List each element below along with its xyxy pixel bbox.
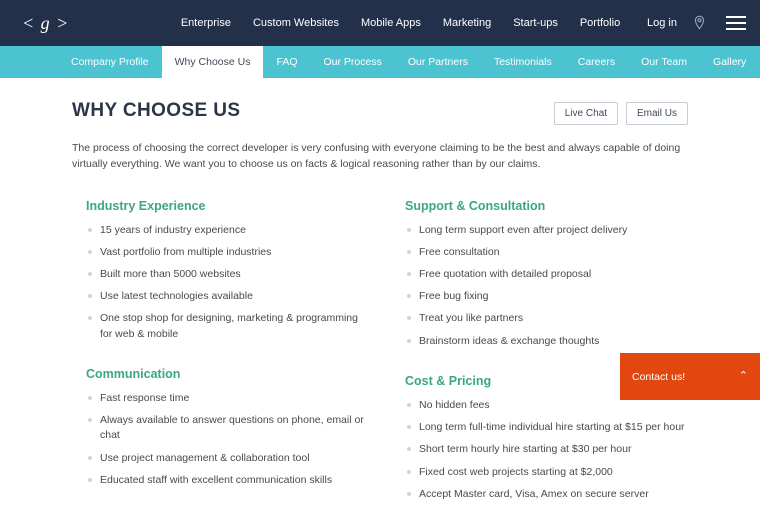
login-link[interactable]: Log in xyxy=(647,17,677,29)
list-item: Always available to answer questions on phone, email or chat xyxy=(86,413,369,450)
nav-item-custom-websites[interactable]: Custom Websites xyxy=(252,17,339,29)
secondary-nav xyxy=(0,46,760,78)
page-title: WHY CHOOSE US xyxy=(72,100,241,121)
nav-item-marketing[interactable]: Marketing xyxy=(442,17,492,29)
nav-item-enterprise[interactable]: Enterprise xyxy=(180,17,231,29)
list-item: Fixed cost web projects starting at $2,000 xyxy=(405,465,688,487)
burger-line xyxy=(726,16,746,18)
benefits-columns xyxy=(72,193,688,527)
list-item: Free consultation xyxy=(405,245,688,267)
subnav-item-testimonials[interactable]: Testimonials xyxy=(493,56,552,68)
list-item: Long term full-time individual hire starting at $15 per hour xyxy=(405,420,688,442)
primary-nav xyxy=(172,17,629,29)
subnav-item-why-choose-us[interactable]: Why Choose Us xyxy=(162,46,264,78)
burger-line xyxy=(726,22,746,24)
list-item: Educated staff with excellent communication skills xyxy=(86,473,369,495)
hamburger-menu-icon[interactable] xyxy=(726,16,746,30)
list-item: Long term support even after project delivery xyxy=(405,223,688,245)
list-item: Treat you like partners xyxy=(405,311,688,333)
live-chat-button[interactable]: Live Chat xyxy=(554,102,618,125)
list-item: Free quotation with detailed proposal xyxy=(405,267,688,289)
map-pin-icon[interactable] xyxy=(693,15,706,31)
top-navigation-bar xyxy=(0,0,760,46)
list-item: One stop shop for designing, marketing & programming for web & mobile xyxy=(86,311,369,348)
subnav-item-gallery[interactable]: Gallery xyxy=(713,56,747,68)
list-cost-pricing xyxy=(405,398,688,509)
list-item: Use project management & collaboration tool xyxy=(86,451,369,473)
section-title-cost-pricing: Cost & Pricing xyxy=(405,373,492,388)
list-item: Accept Master card, Visa, Amex on secure server xyxy=(405,487,688,509)
subnav-item-company-profile[interactable]: Company Profile xyxy=(71,56,149,68)
page-actions xyxy=(554,102,688,125)
list-item: Free bug fixing xyxy=(405,289,688,311)
list-item: Short term hourly hire starting at $30 per hour xyxy=(405,442,688,464)
main-content xyxy=(0,78,760,527)
logo-text: < g > xyxy=(22,12,70,33)
section-title-industry-experience: Industry Experience xyxy=(86,198,206,213)
header-right-actions xyxy=(629,15,746,31)
intro-paragraph: The process of choosing the correct developer is very confusing with everyone claiming to be the best and always capable of doing virtually everything. We want you to choose us on facts & logical reasoning rather than by our claims. xyxy=(72,142,681,171)
list-item: Brainstorm ideas & exchange thoughts xyxy=(405,334,688,356)
nav-item-mobile-apps[interactable]: Mobile Apps xyxy=(360,17,421,29)
list-item: Fast response time xyxy=(86,391,369,413)
section-title-support-consultation: Support & Consultation xyxy=(405,198,546,213)
section-title-communication: Communication xyxy=(86,366,181,381)
list-support-consultation xyxy=(405,223,688,356)
subnav-item-careers[interactable]: Careers xyxy=(577,56,616,68)
list-item: No hidden fees xyxy=(405,398,688,420)
list-item: Vast portfolio from multiple industries xyxy=(86,245,369,267)
subnav-item-faq[interactable]: FAQ xyxy=(276,56,298,68)
list-item: 15 years of industry experience xyxy=(86,223,369,245)
burger-line xyxy=(726,28,746,30)
list-communication xyxy=(86,391,369,495)
list-item: Built more than 5000 websites xyxy=(86,267,369,289)
subnav-item-our-process[interactable]: Our Process xyxy=(323,56,382,68)
contact-us-widget[interactable] xyxy=(620,353,760,400)
contact-us-label: Contact us! xyxy=(632,370,686,383)
nav-item-portfolio[interactable]: Portfolio xyxy=(579,17,621,29)
chevron-up-icon[interactable]: ⌃ xyxy=(738,370,748,382)
benefits-column-left xyxy=(72,193,369,527)
nav-item-start-ups[interactable]: Start-ups xyxy=(513,17,558,29)
email-us-button[interactable]: Email Us xyxy=(626,102,688,125)
site-logo[interactable] xyxy=(22,13,172,34)
subnav-item-our-partners[interactable]: Our Partners xyxy=(407,56,468,68)
list-item: Use latest technologies available xyxy=(86,289,369,311)
list-industry-experience xyxy=(86,223,369,349)
subnav-item-our-team[interactable]: Our Team xyxy=(641,56,688,68)
